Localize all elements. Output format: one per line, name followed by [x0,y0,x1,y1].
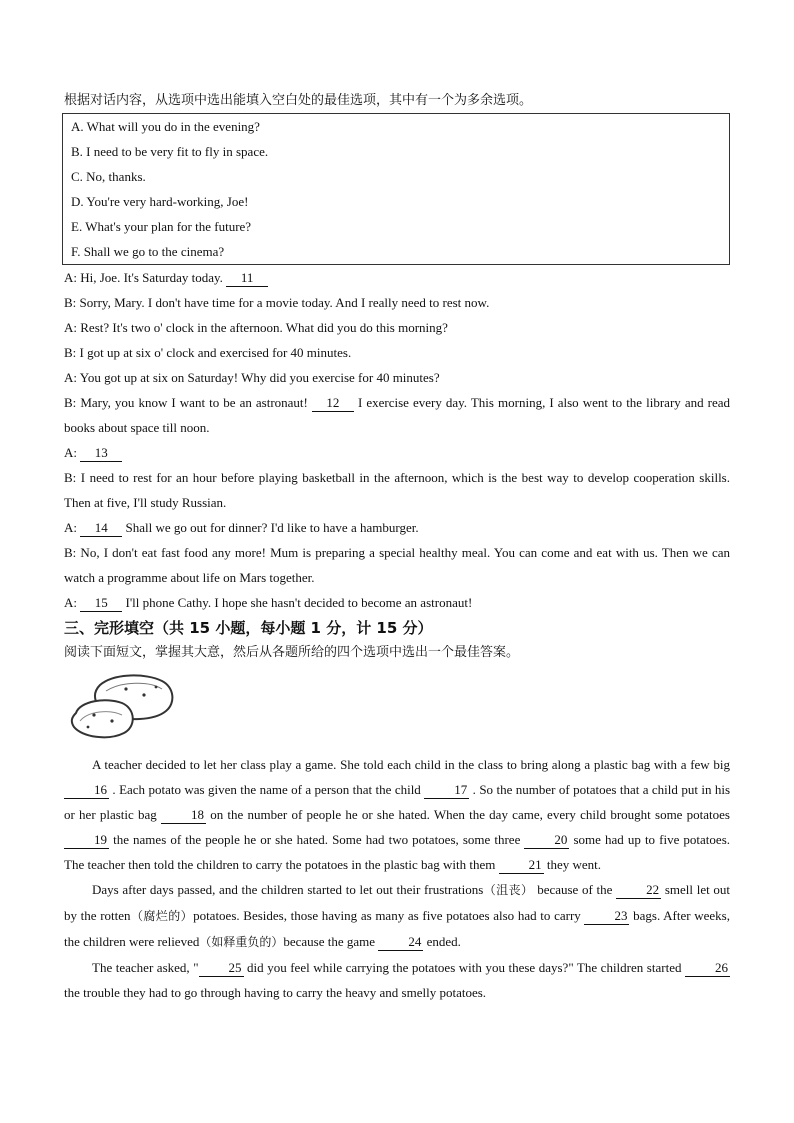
passage-text: . Each potato was given the name of a person that the child [112,782,421,797]
blank-15[interactable]: 15 [80,594,122,612]
option-c: C. No, thanks. [71,169,146,184]
dialogue-line-8: B: I need to rest for an hour before playing basketball in the afternoon, which is the best way to develop cooperation skills. Then at five, I'll study Russian. [64,470,730,510]
option-f: F. Shall we go to the cinema? [71,244,225,259]
chinese-gloss: （沮丧） [483,883,534,897]
dialogue-text: I exercise every day. This morning, I also went to the library and read books about space till noon. [64,395,731,435]
passage-text: . So the number of potatoes that a child put in his or her plastic bag [64,782,731,822]
chinese-gloss: （腐烂的） [130,909,194,923]
passage-text: bags. After weeks, the children were relieved [64,908,730,949]
passage-paragraph-3 [64,955,730,1005]
blank-13[interactable]: 13 [80,444,122,462]
dialogue-instruction: 根据对话内容，从选项中选出能填入空白处的最佳选项，其中有一个为多余选项。 [64,93,533,108]
dialogue-line-3: A: Rest? It's two o' clock in the afternoon. What did you do this morning? [64,320,448,335]
passage-text: the names of the people he or she hated. Some had two potatoes, some three [113,832,521,847]
dialogue-text: A: [64,595,77,610]
blank-12[interactable]: 12 [312,394,354,412]
dialogue-text: A: Hi, Joe. It's Saturday today. [64,270,223,285]
dialogue-line-9 [64,515,730,540]
passage-text: did you feel while carrying the potatoes with you these days?" The children started [247,960,682,975]
passage-text: because of the [537,882,613,897]
section-3-title: 三、完形填空（共 15 小题，每小题 1 分，计 15 分） [64,619,433,637]
blank-23[interactable]: 23 [584,907,629,925]
passage-text: the trouble they had to go through having to carry the heavy and smelly potatoes. [64,985,487,1000]
blank-22[interactable]: 22 [616,881,661,899]
dialogue-text: Shall we go out for dinner? I'd like to have a hamburger. [125,520,419,535]
passage-text: A teacher decided to let her class play a game. She told each child in the class to bring along a plastic bag with a few big [92,757,730,772]
blank-16[interactable]: 16 [64,781,109,799]
passage-text: they went. [546,857,602,872]
dialogue-text: I'll phone Cathy. I hope she hasn't decided to become an astronaut! [125,595,473,610]
dialogue-line-1 [64,265,730,290]
blank-18[interactable]: 18 [161,806,206,824]
option-a: A. What will you do in the evening? [71,119,260,134]
passage-text: some had up to five potatoes. The teacher then told the children to carry the potatoes in the plastic bag with them [64,832,730,872]
section-3-instruction: 阅读下面短文，掌握其大意，然后从各题所给的四个选项中选出一个最佳答案。 [64,645,520,660]
dialogue-text: A: [64,520,77,535]
option-d: D. You're very hard-working, Joe! [71,194,249,209]
dialogue-line-2: B: Sorry, Mary. I don't have time for a movie today. And I really need to rest now. [64,295,490,310]
passage-paragraph-1 [64,752,730,877]
blank-21[interactable]: 21 [499,856,544,874]
blank-14[interactable]: 14 [80,519,122,537]
option-e: E. What's your plan for the future? [71,219,252,234]
passage-text: Days after days passed, and the children started to let out their frustrations [92,882,484,897]
blank-24[interactable]: 24 [378,933,423,951]
passage-text: smell let out by the rotten [64,882,731,923]
exam-page [64,88,730,1005]
blank-19[interactable]: 19 [64,831,109,849]
passage-text: ended. [426,934,461,949]
chinese-gloss: （如释重负的） [199,935,284,949]
dialogue-line-7 [64,440,730,465]
dialogue-line-5: A: You got up at six on Saturday! Why did you exercise for 40 minutes? [64,370,440,385]
blank-20[interactable]: 20 [524,831,569,849]
dialogue-line-10: B: No, I don't eat fast food any more! Mum is preparing a special healthy meal. You can come and eat with us. Then we can watch a programme about life on Mars together. [64,545,730,585]
blank-11[interactable]: 11 [226,269,268,287]
dialogue-line-6 [64,390,730,440]
potatoes-illustration [66,671,176,741]
blank-17[interactable]: 17 [424,781,469,799]
option-b: B. I need to be very fit to fly in space. [71,144,269,159]
passage-paragraph-2 [64,877,730,955]
dialogue-text: A: [64,445,77,460]
dialogue-text: B: Mary, you know I want to be an astronaut! [64,395,308,410]
passage-text: because the game [283,934,376,949]
passage-text: The teacher asked, " [92,960,199,975]
blank-26[interactable]: 26 [685,959,730,977]
dialogue-line-11 [64,590,730,615]
blank-25[interactable]: 25 [199,959,244,977]
passage-text: on the number of people he or she hated. When the day came, every child brought some potatoes [210,807,730,822]
dialogue-line-4: B: I got up at six o' clock and exercised for 40 minutes. [64,345,352,360]
passage-text: potatoes. Besides, those having as many as five potatoes also had to carry [193,908,581,923]
options-box [62,113,730,265]
